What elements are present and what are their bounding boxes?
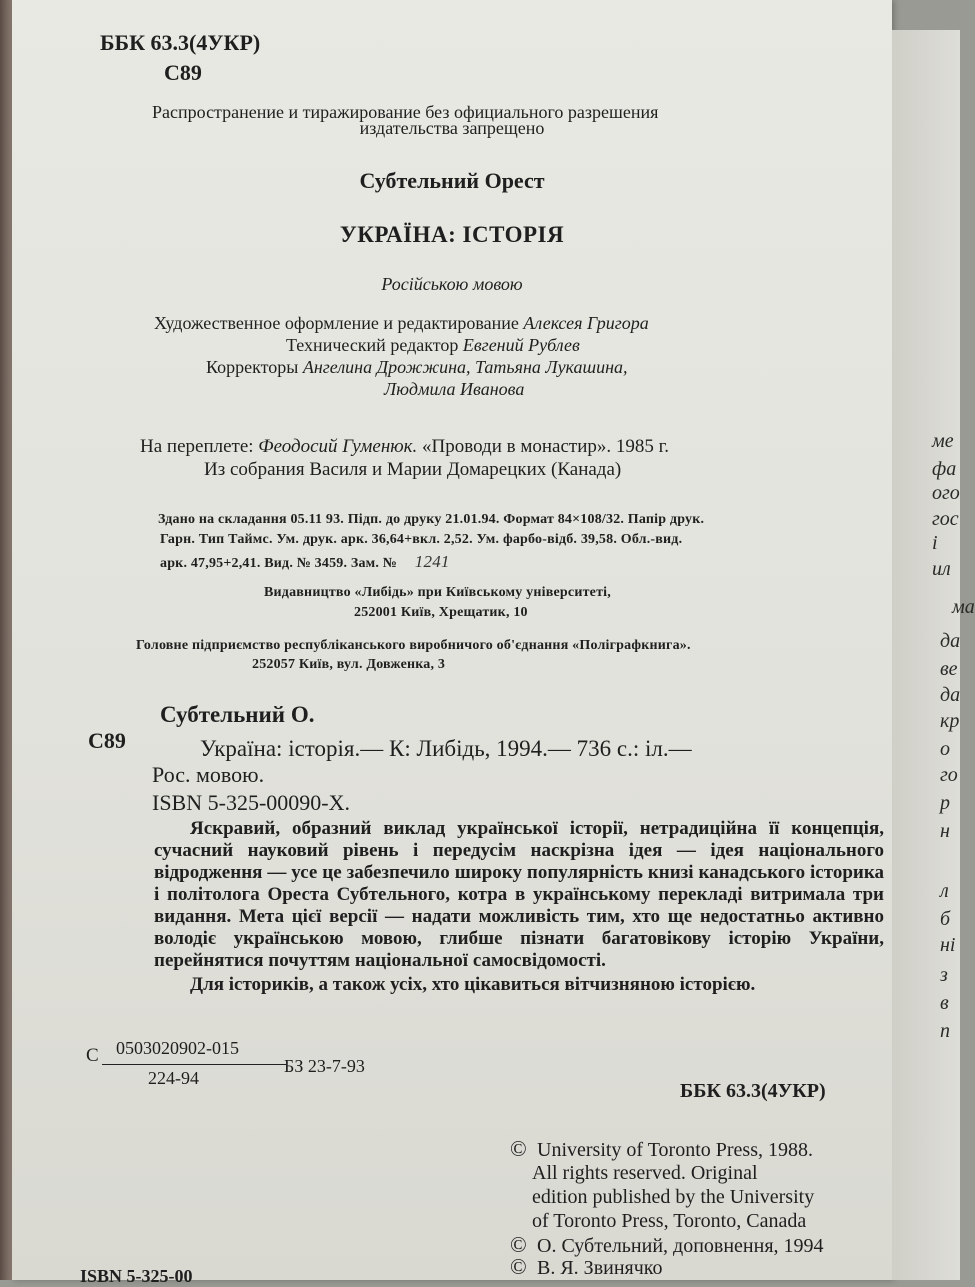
bbk-code-top: ББК 63.3(4УКР) (100, 30, 261, 55)
adjacent-text: і (932, 532, 938, 554)
bz-code: БЗ 23-7-93 (284, 1056, 365, 1076)
author-name: Субтельний Орест (359, 168, 545, 193)
book-page (12, 0, 892, 1286)
catalog-line-1: Україна: історія.— К: Либідь, 1994.— 736 с.: іл.— (200, 736, 692, 761)
cover-work: «Проводи в монастир». 1985 г. (422, 436, 670, 457)
book-spine-edge (0, 0, 12, 1280)
adjacent-text: ого (932, 482, 960, 504)
cover-artist: Феодосий Гуменюк. (258, 436, 418, 457)
imprint-line-2: Гарн. Тип Таймс. Ум. друк. арк. 36,64+вкл. 2,52. Ум. фарбо-відб. 39,58. Обл.-вид. (160, 532, 683, 547)
cover-prefix: На переплете: (140, 436, 254, 457)
copyright-line: edition published by the University (532, 1186, 815, 1208)
adjacent-text: ил (932, 558, 951, 580)
bottom-isbn-fragment: ISBN 5-325-00 (80, 1266, 193, 1286)
adjacent-text: о (940, 738, 950, 760)
adjacent-text: ні (940, 934, 956, 956)
copyright-line: All rights reserved. Original (532, 1162, 758, 1184)
copyright-line: of Toronto Press, Toronto, Canada (532, 1210, 807, 1232)
adjacent-text: в (940, 992, 949, 1014)
annotation-block (154, 818, 884, 996)
book-title: УКРАЇНА: ІСТОРІЯ (339, 222, 565, 247)
adjacent-text: ма (952, 596, 975, 618)
adjacent-text: фа (932, 458, 957, 480)
credit-tech-editor (286, 335, 580, 356)
catalog-code: С89 (88, 728, 126, 753)
printer-line-2: 252057 Київ, вул. Довженка, 3 (252, 657, 446, 672)
copyright-block-2 (510, 1234, 824, 1257)
credit-design (154, 313, 649, 334)
author-sign-code: С89 (164, 60, 202, 85)
catalog-author: Субтельний О. (160, 702, 315, 727)
credit-name: Евгений Рублев (462, 335, 580, 355)
adjacent-text: б (940, 908, 951, 930)
adjacent-page (892, 30, 975, 1280)
copyright-symbol-icon: © (510, 1232, 527, 1257)
imprint-line-1: Здано на складання 05.11 93. Підп. до друку 21.01.94. Формат 84×108/32. Папір друк. (158, 512, 705, 527)
index-numerator: 0503020902-015 (116, 1038, 239, 1058)
copyright-line: В. Я. Звинячко (537, 1257, 663, 1279)
adjacent-text: да (940, 630, 961, 652)
restriction-line-2: издательства запрещено (359, 118, 545, 138)
printer-line-1: Головне підприємство республіканського виробничого об'єднання «Поліграфкнига». (136, 638, 691, 653)
credit-name: Ангелина Дрожжина, Татьяна Лукашина, (302, 357, 628, 377)
credit-label: Корректоры (206, 357, 299, 377)
index-denominator: 224-94 (148, 1068, 199, 1088)
annotation-text: Яскравий, образний виклад української історії, нетрадиційна її концепція, сучасний науковий рівень і передусім наскрізна ідея — ідея національного відродження — усе це забезпечило широку популярність книзі канадського історика і політолога Ореста Субтельного, котра в українському перекладі витримала три видання. Мета цієї версії — надати можливість тим, хто ще недостатньо активно володіє українською мовою, глибше пізнати багатовікову історію України, перейнятися почуттям національної самосвідомості. (154, 818, 884, 971)
adjacent-text: л (940, 880, 949, 902)
adjacent-text: го (940, 764, 958, 786)
index-fraction-line (102, 1064, 286, 1065)
adjacent-text: кр (940, 710, 960, 732)
adjacent-text: ме (932, 430, 954, 452)
copyright-block-1 (510, 1138, 813, 1161)
credit-label: Технический редактор (286, 335, 459, 355)
order-number-handwritten: 1241 (414, 552, 450, 571)
copyright-line: University of Toronto Press, 1988. (537, 1139, 813, 1161)
adjacent-text: п (940, 1020, 950, 1042)
credit-label: Художественное оформление и редактирование (154, 313, 519, 333)
adjacent-text: ве (940, 658, 958, 680)
credit-name: Алексея Григора (523, 313, 649, 333)
copyright-symbol-icon: © (510, 1254, 527, 1279)
adjacent-text: р (940, 792, 950, 814)
restriction-line-1: Распространение и тиражирование без официального разрешения (152, 102, 659, 122)
copyright-symbol-icon: © (510, 1136, 527, 1161)
adjacent-text: гос (932, 508, 959, 530)
index-prefix: С (86, 1045, 99, 1066)
copyright-line: О. Субтельний, доповнення, 1994 (537, 1235, 824, 1257)
credit-corrector-extra: Людмила Иванова (384, 379, 525, 399)
cover-note (140, 436, 669, 458)
adjacent-text: да (940, 684, 961, 706)
bbk-code-bottom: ББК 63.3(4УКР) (680, 1080, 826, 1102)
adjacent-text: н (940, 820, 950, 842)
imprint-line-3-text: арк. 47,95+2,41. Вид. № 3459. Зам. № (160, 556, 398, 571)
copyright-block-3 (510, 1256, 663, 1279)
adjacent-text: з (940, 964, 948, 986)
credit-correctors (206, 357, 628, 378)
catalog-line-2: Рос. мовою. (152, 762, 265, 787)
language-note: Російською мовою (381, 274, 523, 294)
cover-collection: Из собрания Василя и Марии Домарецких (Канада) (204, 459, 622, 480)
catalog-isbn: ISBN 5-325-00090-Х. (152, 790, 350, 815)
imprint-line-3 (160, 552, 450, 572)
publisher-line-1: Видавництво «Либідь» при Київському університеті, (264, 585, 611, 600)
publisher-line-2: 252001 Київ, Хрещатик, 10 (354, 605, 528, 620)
annotation-audience: Для істориків, а також усіх, хто цікавиться вітчизняною історією. (190, 974, 756, 995)
